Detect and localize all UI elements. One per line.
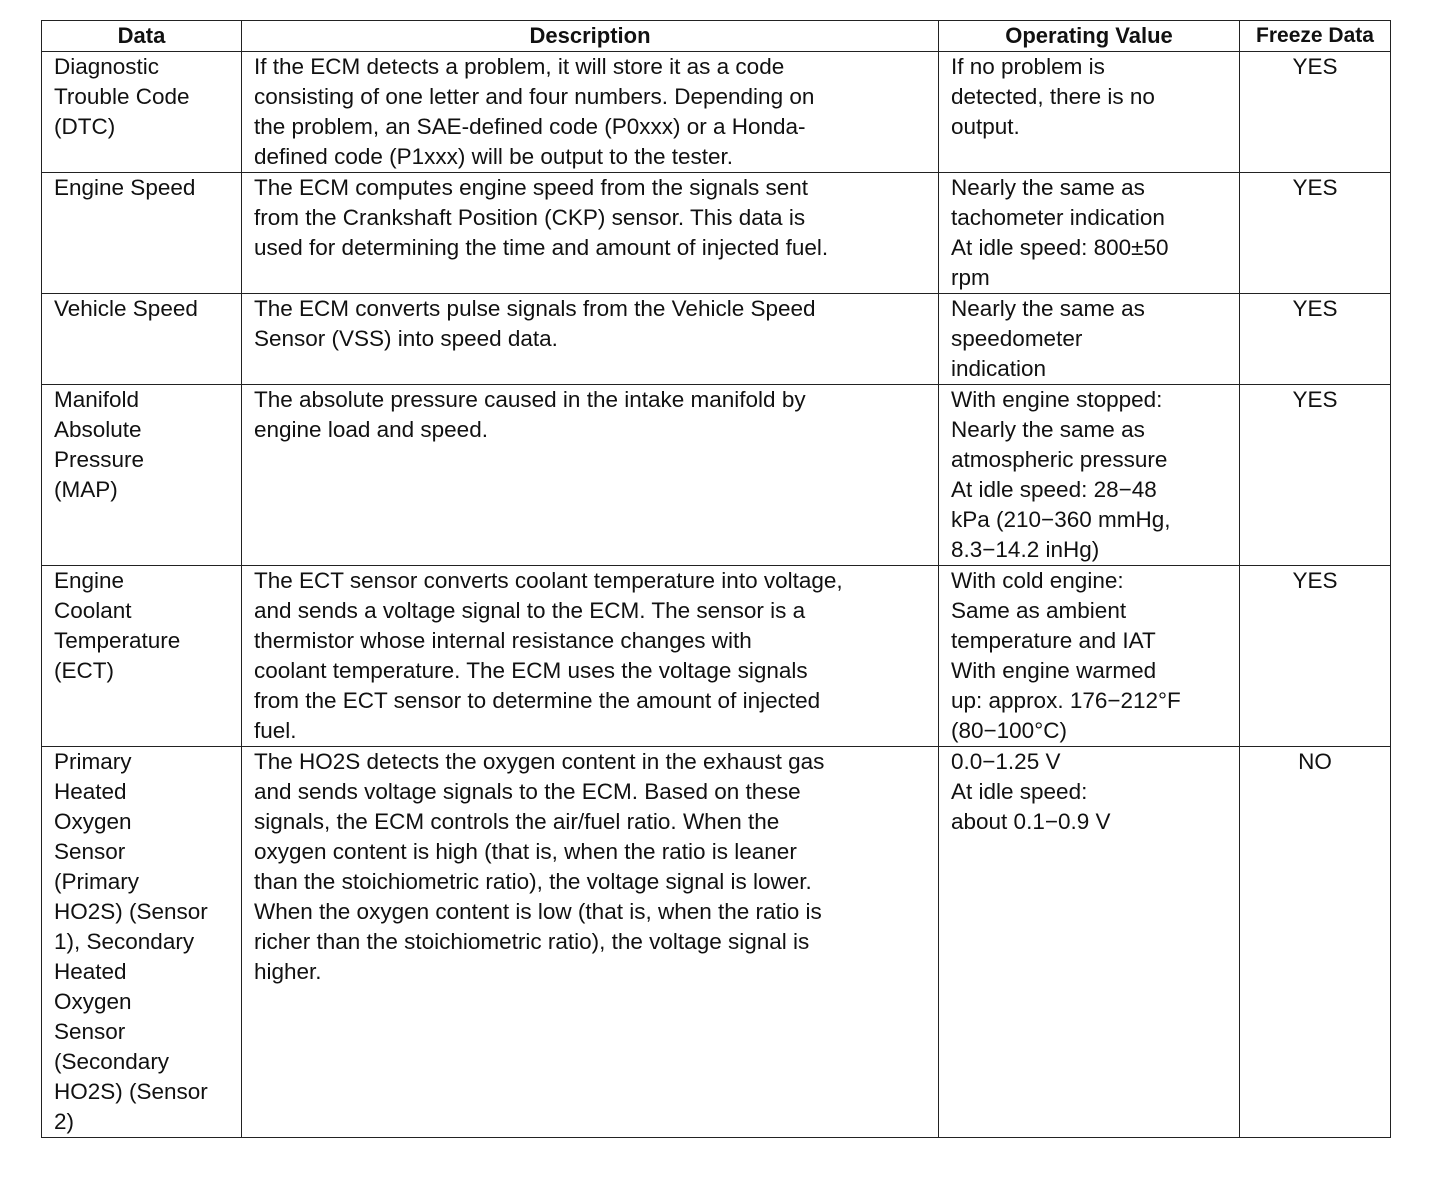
operating-value-cell-line: output. (951, 114, 1020, 139)
description-cell-line: defined code (P1xxx) will be output to the tester. (254, 144, 734, 169)
table-row (42, 173, 1391, 294)
data-cell-line: Engine (54, 568, 125, 593)
operating-value-cell-line: With engine stopped: (951, 387, 1163, 412)
header-operating-value: Operating Value (939, 21, 1240, 52)
freeze-data-cell: YES (1240, 566, 1391, 747)
description-cell (242, 294, 939, 385)
table-row (42, 294, 1391, 385)
operating-value-cell-line: rpm (951, 265, 990, 290)
description-cell-line: consisting of one letter and four numbers. Depending on (254, 84, 815, 109)
description-cell-line: signals, the ECM controls the air/fuel ratio. When the (254, 809, 780, 834)
table-row (42, 52, 1391, 173)
operating-value-cell-line: about 0.1−0.9 V (951, 809, 1111, 834)
data-cell-line: HO2S) (Sensor (54, 1079, 208, 1104)
operating-value-cell (939, 173, 1240, 294)
operating-value-cell (939, 52, 1240, 173)
description-cell (242, 52, 939, 173)
data-cell-line: (Primary (54, 869, 139, 894)
data-cell (42, 385, 242, 566)
data-cell-line: Manifold (54, 387, 140, 412)
description-cell-line: used for determining the time and amount of injected fuel. (254, 235, 829, 260)
operating-value-cell-line: With cold engine: (951, 568, 1124, 593)
table-row (42, 747, 1391, 1138)
table-body (42, 52, 1391, 1138)
freeze-data-cell: NO (1240, 747, 1391, 1138)
data-cell-line: 2) (54, 1109, 75, 1134)
description-cell-line: The absolute pressure caused in the intake manifold by (254, 387, 806, 412)
table-row (42, 566, 1391, 747)
description-cell (242, 566, 939, 747)
data-cell (42, 173, 242, 294)
operating-value-cell-line: Nearly the same as (951, 296, 1145, 321)
data-cell-line: Engine Speed (54, 175, 196, 200)
description-cell-line: the problem, an SAE-defined code (P0xxx) or a Honda- (254, 114, 806, 139)
data-cell-line: Diagnostic (54, 54, 160, 79)
operating-value-cell-line: Nearly the same as (951, 417, 1145, 442)
operating-value-cell-line: At idle speed: 28−48 (951, 477, 1157, 502)
description-cell (242, 747, 939, 1138)
header-freeze-data: Freeze Data (1240, 21, 1391, 52)
description-cell-line: oxygen content is high (that is, when the ratio is leaner (254, 839, 797, 864)
data-cell-line: Trouble Code (54, 84, 190, 109)
data-cell-line: Heated (54, 959, 127, 984)
freeze-data-cell: YES (1240, 385, 1391, 566)
operating-value-cell-line: speedometer (951, 326, 1083, 351)
description-cell-line: and sends a voltage signal to the ECM. The sensor is a (254, 598, 806, 623)
operating-value-cell-line: kPa (210−360 mmHg, (951, 507, 1171, 532)
operating-value-cell-line: up: approx. 176−212°F (951, 688, 1181, 713)
data-cell-line: (DTC) (54, 114, 116, 139)
operating-value-cell-line: 8.3−14.2 inHg) (951, 537, 1100, 562)
data-cell (42, 747, 242, 1138)
data-cell (42, 294, 242, 385)
description-cell-line: engine load and speed. (254, 417, 488, 442)
data-list-table (41, 20, 1391, 1138)
operating-value-cell (939, 747, 1240, 1138)
description-cell-line: from the Crankshaft Position (CKP) sensor. This data is (254, 205, 806, 230)
operating-value-cell (939, 385, 1240, 566)
operating-value-cell-line: atmospheric pressure (951, 447, 1168, 472)
data-cell-line: Vehicle Speed (54, 296, 198, 321)
operating-value-cell-line: detected, there is no (951, 84, 1155, 109)
data-cell-line: (Secondary (54, 1049, 170, 1074)
description-cell (242, 385, 939, 566)
operating-value-cell-line: If no problem is (951, 54, 1105, 79)
description-cell-line: fuel. (254, 718, 297, 743)
data-cell-line: Oxygen (54, 809, 132, 834)
operating-value-cell-line: Same as ambient (951, 598, 1127, 623)
description-cell-line: The ECM converts pulse signals from the Vehicle Speed (254, 296, 816, 321)
data-cell-line: Sensor (54, 1019, 126, 1044)
description-cell-line: richer than the stoichiometric ratio), the voltage signal is (254, 929, 810, 954)
data-cell-line: Heated (54, 779, 127, 804)
description-cell (242, 173, 939, 294)
operating-value-cell-line: Nearly the same as (951, 175, 1145, 200)
data-cell-line: Temperature (54, 628, 181, 653)
description-cell-line: The ECM computes engine speed from the signals sent (254, 175, 809, 200)
data-cell-line: (ECT) (54, 658, 114, 683)
data-cell-line: Absolute (54, 417, 142, 442)
data-cell-line: Primary (54, 749, 132, 774)
operating-value-cell-line: 0.0−1.25 V (951, 749, 1061, 774)
table-row (42, 385, 1391, 566)
operating-value-cell-line: With engine warmed (951, 658, 1157, 683)
data-list-document (41, 20, 1390, 1138)
operating-value-cell (939, 566, 1240, 747)
operating-value-cell (939, 294, 1240, 385)
operating-value-cell-line: indication (951, 356, 1047, 381)
description-cell-line: Sensor (VSS) into speed data. (254, 326, 558, 351)
freeze-data-cell: YES (1240, 173, 1391, 294)
description-cell-line: and sends voltage signals to the ECM. Based on these (254, 779, 801, 804)
data-cell (42, 566, 242, 747)
description-cell-line: If the ECM detects a problem, it will store it as a code (254, 54, 785, 79)
header-description: Description (242, 21, 939, 52)
description-cell-line: The HO2S detects the oxygen content in the exhaust gas (254, 749, 825, 774)
description-cell-line: coolant temperature. The ECM uses the voltage signals (254, 658, 808, 683)
data-cell-line: Coolant (54, 598, 132, 623)
data-cell-line: (MAP) (54, 477, 118, 502)
header-data: Data (42, 21, 242, 52)
data-cell-line: 1), Secondary (54, 929, 195, 954)
freeze-data-cell: YES (1240, 52, 1391, 173)
operating-value-cell-line: tachometer indication (951, 205, 1165, 230)
operating-value-cell-line: (80−100°C) (951, 718, 1067, 743)
description-cell-line: from the ECT sensor to determine the amount of injected (254, 688, 821, 713)
freeze-data-cell: YES (1240, 294, 1391, 385)
description-cell-line: higher. (254, 959, 322, 984)
operating-value-cell-line: At idle speed: 800±50 (951, 235, 1169, 260)
data-cell-line: HO2S) (Sensor (54, 899, 208, 924)
table-header-row (42, 21, 1391, 52)
description-cell-line: than the stoichiometric ratio), the voltage signal is lower. (254, 869, 812, 894)
data-cell-line: Oxygen (54, 989, 132, 1014)
operating-value-cell-line: At idle speed: (951, 779, 1088, 804)
operating-value-cell-line: temperature and IAT (951, 628, 1156, 653)
data-cell (42, 52, 242, 173)
data-cell-line: Pressure (54, 447, 145, 472)
description-cell-line: thermistor whose internal resistance changes with (254, 628, 752, 653)
data-cell-line: Sensor (54, 839, 126, 864)
description-cell-line: The ECT sensor converts coolant temperature into voltage, (254, 568, 843, 593)
description-cell-line: When the oxygen content is low (that is, when the ratio is (254, 899, 822, 924)
